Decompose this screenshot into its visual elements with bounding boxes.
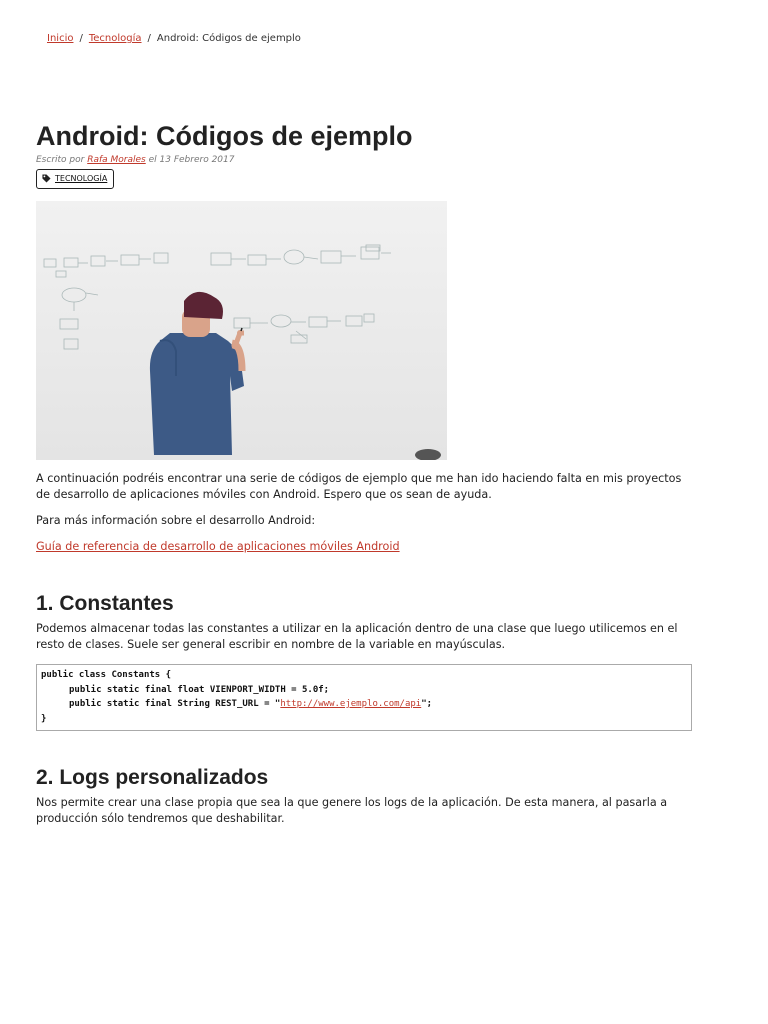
tag-icon [42,174,51,183]
article [36,118,696,827]
intro-paragraph: A continuación podréis encontrar una serie de códigos de ejemplo que me han ido haciendo falta en mis proyectos de desarrollo de aplicaciones móviles con Android. Espero que os sean de ayuda. [36,472,682,501]
breadcrumb-current: Android: Códigos de ejemplo [156,33,301,44]
tag-tecnologia[interactable] [36,169,114,189]
article-meta [36,155,696,165]
code-line: public class Constants { [41,670,172,680]
breadcrumb [47,33,301,44]
meta-date: el 13 Febrero 2017 [148,155,235,165]
author-link[interactable]: Rafa Morales [87,155,146,165]
breadcrumb-separator: / [79,33,83,44]
reference-link[interactable]: Guía de referencia de desarrollo de aplicaciones móviles Android [36,540,400,553]
code-text: "; [421,699,433,709]
hero-image [36,201,447,460]
section-logs-text: Nos permite crear una clase propia que sea la que genere los logs de la aplicación. De esta manera, al pasarla a producción sólo tendremos que deshabilitar. [36,796,668,825]
code-line: public static final float VIENPORT_WIDTH = 5.0f; [69,684,330,695]
section-constantes-heading: 1. Constantes [36,592,174,615]
code-block [36,664,692,731]
page-title: Android: Códigos de ejemplo [36,121,413,151]
code-url-link[interactable]: http://www.ejemplo.com/api [280,699,422,709]
breadcrumb-separator: / [147,33,151,44]
breadcrumb-inicio[interactable]: Inicio [47,33,74,44]
code-text: public static final String REST_URL = " [69,699,281,709]
meta-prefix: Escrito por [36,155,85,165]
section-constantes-text: Podemos almacenar todas las constantes a utilizar en la aplicación dentro de una clase que luego utilicemos en el resto de clases. Suele ser general escribir en nombre de la variable en mayúsculas. [36,622,678,651]
breadcrumb-tecnologia[interactable]: Tecnología [88,33,142,44]
tag-label: TECNOLOGÍA [55,174,108,183]
code-line [41,697,685,712]
more-info-paragraph: Para más información sobre el desarrollo Android: [36,514,316,527]
code-line: } [41,713,47,724]
section-logs-heading: 2. Logs personalizados [36,766,269,789]
